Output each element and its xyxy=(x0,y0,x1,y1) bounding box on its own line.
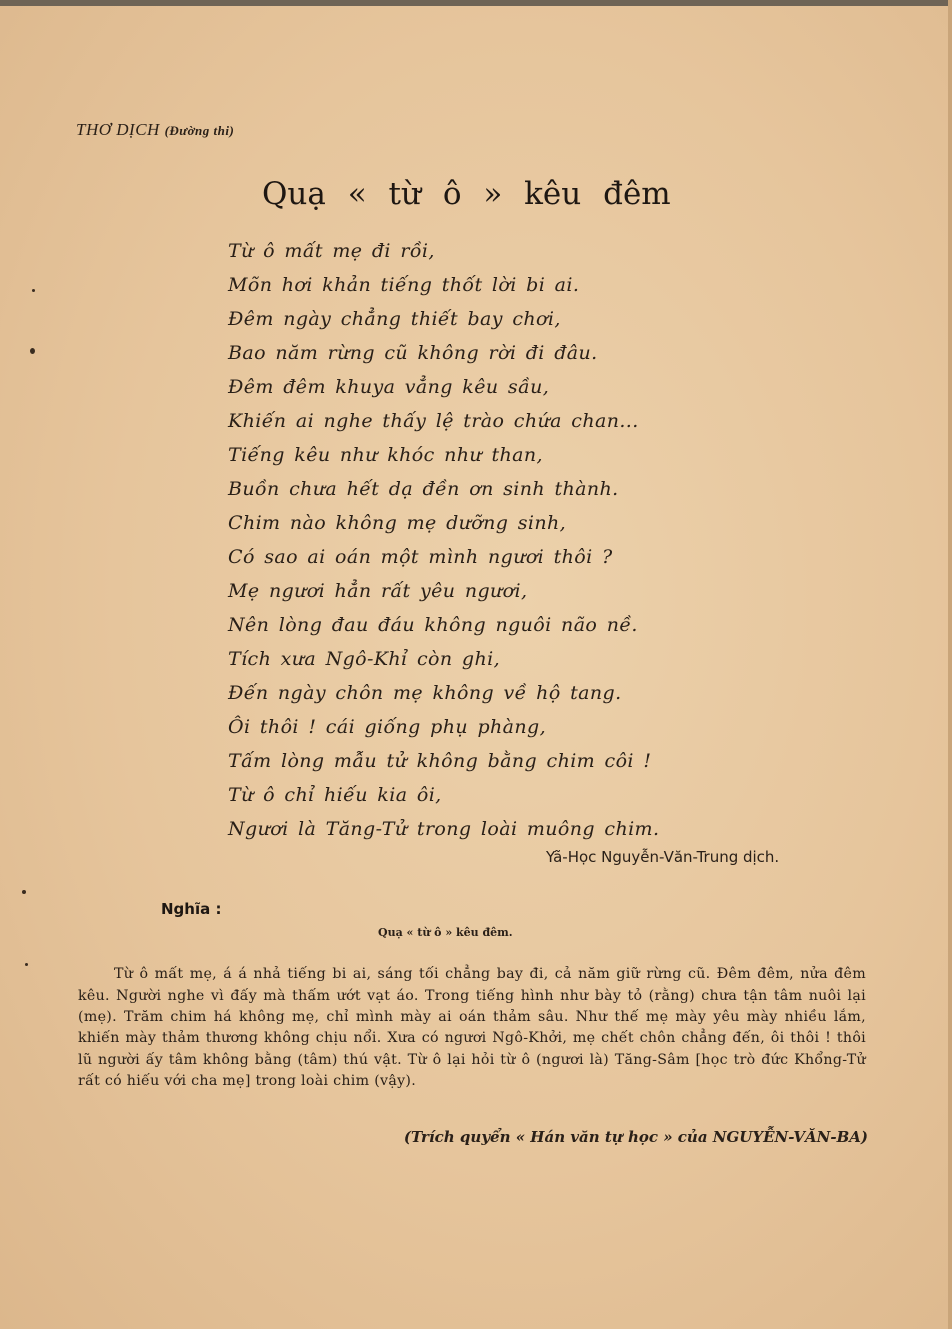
translator-credit: Yã-Học Nguyễn-Văn-Trung dịch. xyxy=(546,848,780,866)
paper-speck xyxy=(30,348,35,354)
poem-line: Tấm lòng mẫu tử không bằng chim côi ! xyxy=(228,750,652,772)
section-subtitle: (Đường thi) xyxy=(164,123,235,138)
poem-line: Có sao ai oán một mình ngươi thôi ? xyxy=(228,546,613,568)
poem-line: Nên lòng đau đáu không nguôi não nề. xyxy=(228,614,638,636)
section-header xyxy=(76,120,234,140)
poem-line: Tích xưa Ngô-Khỉ còn ghi, xyxy=(228,648,501,670)
poem-line: Mõn hơi khản tiếng thốt lời bi ai. xyxy=(228,274,580,296)
poem-line: Đến ngày chôn mẹ không về hộ tang. xyxy=(228,682,622,704)
poem-line: Tiếng kêu như khóc như than, xyxy=(228,444,543,466)
poem-line: Mẹ ngươi hẳn rất yêu ngươi, xyxy=(228,580,528,602)
poem-line: Từ ô chỉ hiếu kia ôi, xyxy=(228,784,442,806)
meaning-title: Quạ « từ ô » kêu đêm. xyxy=(378,926,513,939)
meaning-paragraph: Từ ô mất mẹ, á á nhả tiếng bi ai, sáng tối chẳng bay đi, cả năm giữ rừng cũ. Đêm đêm, nửa đêm kêu. Người nghe vì đấy mà thấm ướt vạt áo. Trong tiếng hình như bày tỏ (rằng) chưa tận tâm nuôi lại (mẹ). Trăm chim há không mẹ, chỉ mình mày ai oán thảm sâu. Như thế mẹ mày yêu mày nhiều lắm, khiến mày thảm thương không chịu nổi. Xưa có ngươi Ngô-Khởi, mẹ chết chôn chẳng đến, ôi thôi ! thôi lũ người ấy tâm không bằng (tâm) thú vật. Từ ô lại hỏi từ ô (ngươi là) Tăng-Sâm [học trò đức Khổng-Tử rất có hiếu với cha mẹ] trong loài chim (vậy). xyxy=(78,966,866,1090)
paper-speck xyxy=(22,890,26,894)
poem-line: Chim nào không mẹ dưỡng sinh, xyxy=(228,512,567,534)
poem-line: Bao năm rừng cũ không rời đi đâu. xyxy=(228,342,598,364)
poem-body xyxy=(228,234,659,846)
source-citation: (Trích quyển « Hán văn tự học » của NGUYỄN-VĂN-BA) xyxy=(403,1128,868,1146)
poem-line: Buồn chưa hết dạ đền ơn sinh thành. xyxy=(228,478,619,500)
paper-speck xyxy=(32,289,35,292)
poem-line: Khiến ai nghe thấy lệ trào chứa chan... xyxy=(228,410,639,432)
poem-line: Từ ô mất mẹ đi rồi, xyxy=(228,240,435,262)
poem-title: Quạ « từ ô » kêu đêm xyxy=(262,176,671,212)
poem-line: Đêm ngày chẳng thiết bay chơi, xyxy=(228,308,561,330)
meaning-label: Nghĩa : xyxy=(161,900,222,918)
paper-speck xyxy=(25,963,28,966)
poem-line: Ôi thôi ! cái giống phụ phàng, xyxy=(228,716,547,738)
poem-line: Ngươi là Tăng-Tử trong loài muông chim. xyxy=(228,818,660,840)
poem-line: Đêm đêm khuya vẳng kêu sầu, xyxy=(228,376,550,398)
section-title: THƠ DỊCH xyxy=(76,120,160,139)
